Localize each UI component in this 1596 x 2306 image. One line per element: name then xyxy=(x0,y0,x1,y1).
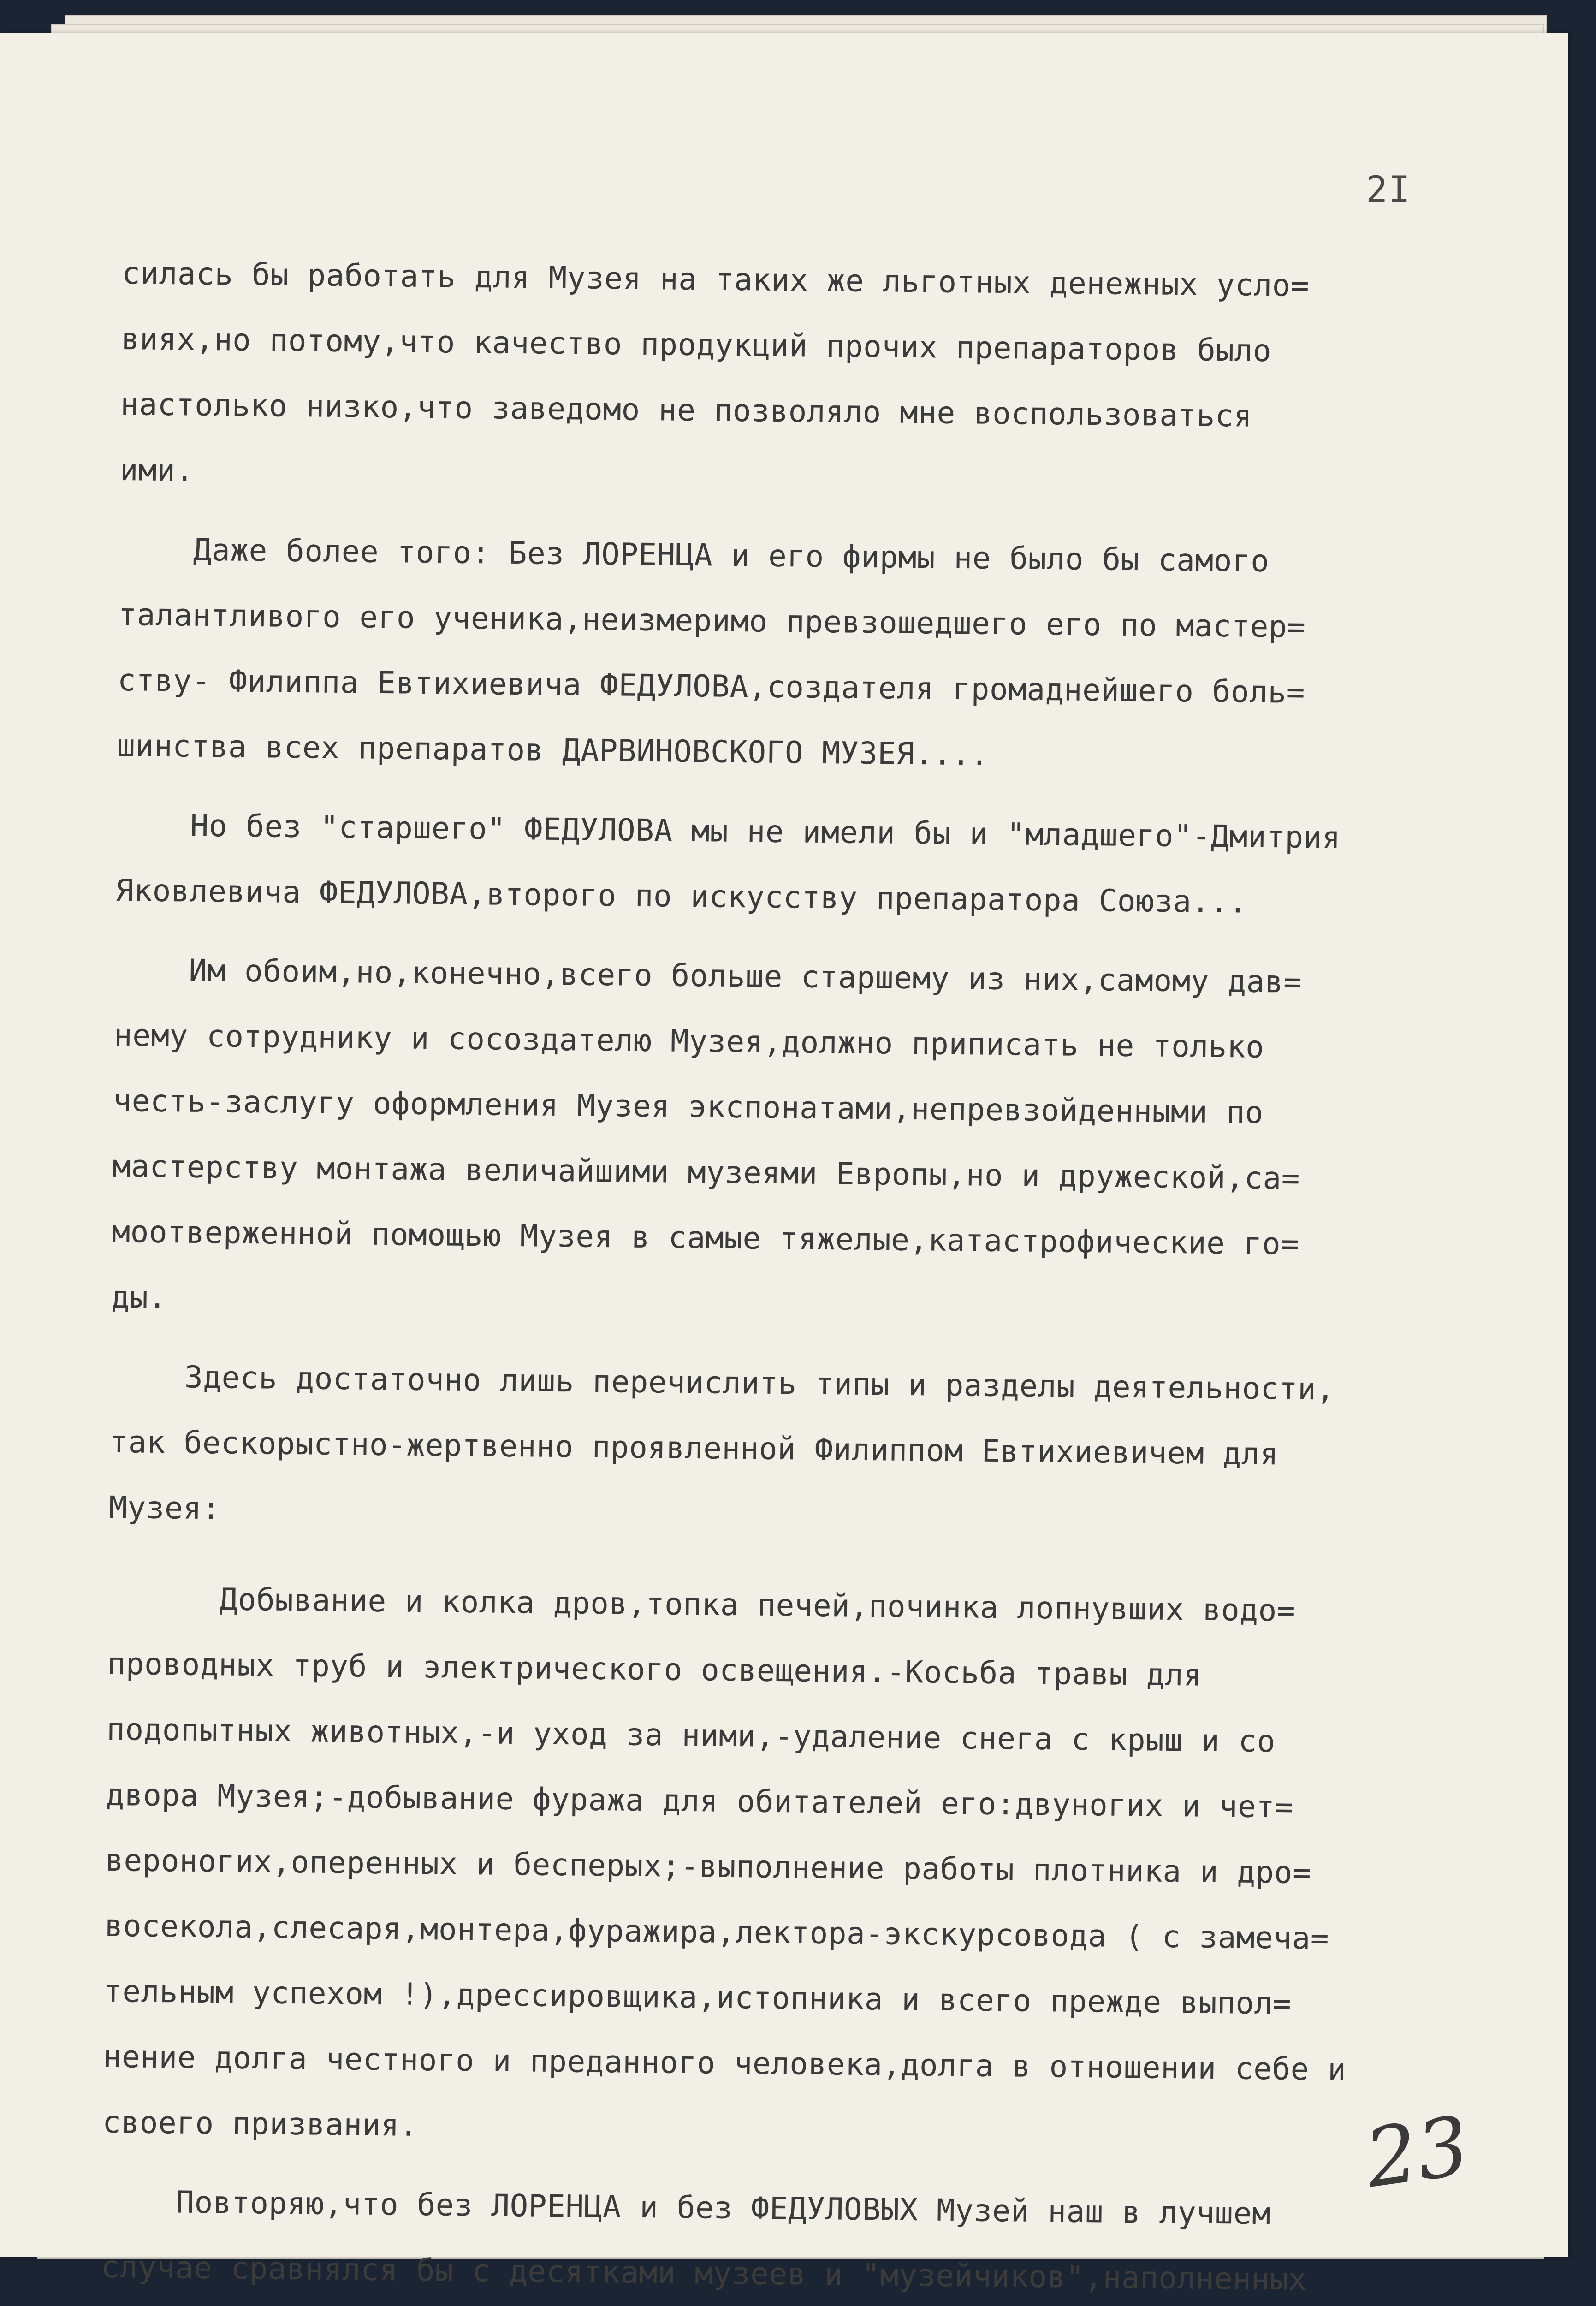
paragraph xyxy=(111,937,1461,1344)
text-line: подопытных животных,-и уход за ними,-удаление снега с крыш и со xyxy=(106,1711,1276,1759)
text-line: тельным успехом !),дрессировщика,истопника и всего прежде выпол= xyxy=(103,1973,1292,2021)
text-line: вероногих,оперенных и бесперых;-выполнение работы плотника и дро= xyxy=(105,1842,1311,1891)
paragraph xyxy=(117,517,1466,793)
typewritten-page xyxy=(0,33,1568,2298)
page-number: 2I xyxy=(1366,169,1411,211)
text-line: ими. xyxy=(119,452,195,488)
paragraph xyxy=(108,1344,1457,1555)
text-line: ды. xyxy=(111,1279,167,1316)
paragraph xyxy=(115,792,1463,938)
text-line: шинства всех препаратов ДАРВИНОВСКОГО МУЗЕЯ.... xyxy=(117,727,989,773)
paragraph xyxy=(119,241,1469,517)
paragraph xyxy=(102,1566,1455,2169)
document-body xyxy=(101,241,1469,2306)
text-line: Повторяю,что без ЛОРЕНЦА и без ФЕДУЛОВЫХ Музей наш в лучшем xyxy=(101,2183,1271,2232)
text-line: силась бы работать для Музея на таких же льготных денежных усло= xyxy=(121,255,1310,303)
text-line: мастерству монтажа величайшими музеями Европы,но и дружеской,са= xyxy=(112,1148,1300,1196)
text-line: Им обоим,но,конечно,всего больше старшему из них,самому дав= xyxy=(114,951,1302,1000)
paragraph xyxy=(101,2169,1448,2306)
text-line: восекола,слесаря,монтера,фуражира,лектора-экскурсовода ( с замеча= xyxy=(104,1908,1329,1956)
text-line: моотверженной помощью Музея в самые тяжелые,катастрофические го= xyxy=(112,1213,1299,1262)
text-line: нему сотруднику и сосоздателю Музея,должно приписать не только xyxy=(113,1017,1264,1065)
text-line: так бескорыстно-жертвенно проявленной Филиппом Евтихиевичем для xyxy=(109,1424,1279,1472)
text-line: настолько низко,что заведомо не позволяло мне воспользоваться xyxy=(120,386,1252,434)
text-line: виях,но потому,что качество продукций прочих препараторов было xyxy=(121,321,1272,369)
text-line: нение долга честного и преданного человека,долга в отношении себе и xyxy=(103,2039,1347,2088)
handwritten-page-number: 23 xyxy=(1360,2099,1475,2206)
text-line: проводных труб и электрического освещения.-Косьба травы для xyxy=(107,1646,1202,1693)
text-line: Но без "старшего" ФЕДУЛОВА мы не имели бы и "младшего"-Дмитрия xyxy=(116,807,1341,856)
text-line: Добывание и колка дров,топка печей,починка лопнувших водо= xyxy=(107,1580,1296,1628)
text-line: двора Музея;-добывание фуража для обитателей его:двуногих и чет= xyxy=(106,1777,1294,1825)
text-line: ству- Филиппа Евтихиевича ФЕДУЛОВА,создателя громаднейшего боль= xyxy=(117,662,1305,710)
text-line: Даже более того: Без ЛОРЕНЦА и его фирмы не было бы самого xyxy=(119,531,1270,579)
text-line: талантливого его ученика,неизмеримо превзошедшего его по мастер= xyxy=(118,596,1306,645)
text-line: своего призвания. xyxy=(102,2104,418,2143)
text-line: случае сравнялся бы с десятками музеев и "музейчиков",наполненных xyxy=(101,2249,1307,2298)
text-line: Здесь достаточно лишь перечислить типы и разделы деятельности, xyxy=(110,1358,1335,1407)
text-line: Яковлевича ФЕДУЛОВА,второго по искусству препаратора Союза... xyxy=(115,872,1247,920)
text-line: Музея: xyxy=(108,1489,221,1527)
text-line: честь-заслугу оформления Музея экспонатами,непревзойденными по xyxy=(113,1082,1264,1131)
